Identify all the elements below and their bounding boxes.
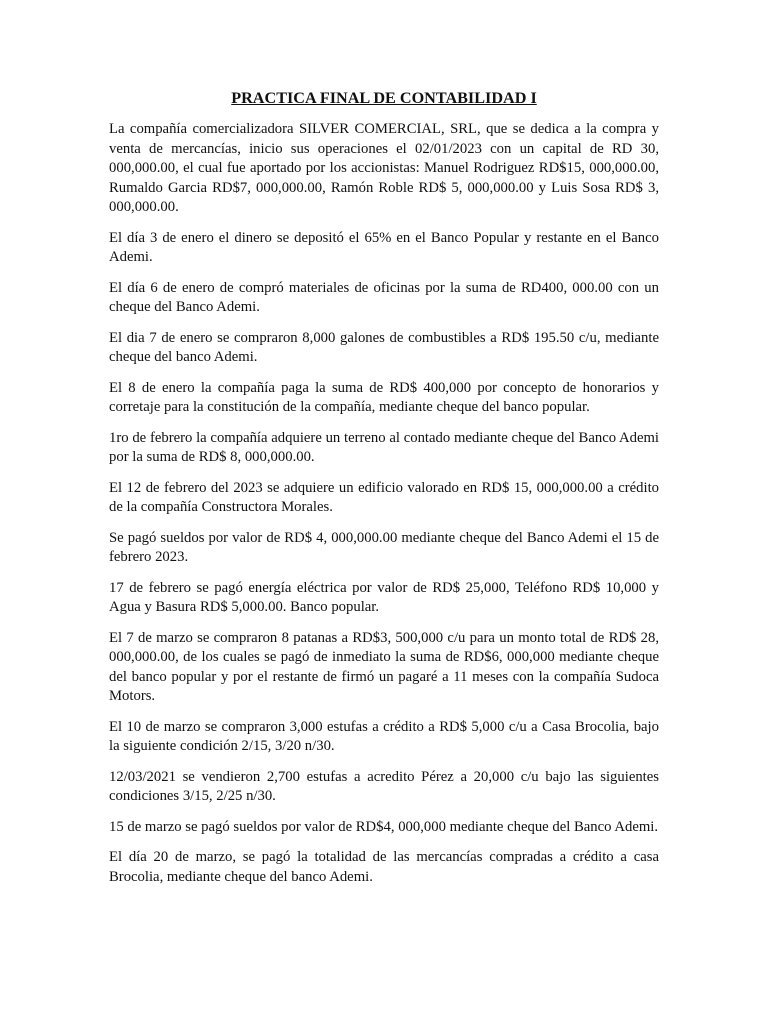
paragraph-mar-20-payment: El día 20 de marzo, se pagó la totalidad de las mercancías compradas a crédito a casa Brocolia, mediante cheque del banco Ademi.: [109, 849, 659, 885]
paragraph-mar-7-trucks: El 7 de marzo se compraron 8 patanas a RD$3, 500,000 c/u para un monto total de RD$ 28, 000,000.00, de los cuales se pagó de inmediato la suma de RD$6, 000,000 mediante cheque del banco popular y por el restante de firmó un pagaré a 11 meses con la compañía Sudoca Motors.: [109, 629, 659, 704]
document-title: PRACTICA FINAL DE CONTABILIDAD I: [231, 89, 537, 107]
paragraph-jan-3-deposit: El día 3 de enero el dinero se depositó el 65% en el Banco Popular y restante en el Banco Ademi.: [109, 229, 659, 265]
paragraph-feb-17-utilities: 17 de febrero se pagó energía eléctrica por valor de RD$ 25,000, Teléfono RD$ 10,000 y Agua y Basura RD$ 5,000.00. Banco popular.: [109, 579, 659, 615]
paragraph-jan-8-fees: El 8 de enero la compañía paga la suma de RD$ 400,000 por concepto de honorarios y corretaje para la constitución de la compañía, mediante cheque del banco popular.: [109, 379, 659, 415]
paragraph-feb-1-land: 1ro de febrero la compañía adquiere un terreno al contado mediante cheque del Banco Ademi por la suma de RD$ 8, 000,000.00.: [109, 429, 659, 465]
paragraph-mar-12-stoves-sale: 12/03/2021 se vendieron 2,700 estufas a acredito Pérez a 20,000 c/u bajo las siguientes condiciones 3/15, 2/25 n/30.: [109, 768, 659, 804]
paragraph-mar-15-salaries: 15 de marzo se pagó sueldos por valor de RD$4, 000,000 mediante cheque del Banco Ademi.: [109, 818, 659, 835]
document-page: [109, 88, 659, 898]
paragraph-feb-15-salaries: Se pagó sueldos por valor de RD$ 4, 000,000.00 mediante cheque del Banco Ademi el 15 de febrero 2023.: [109, 529, 659, 565]
paragraph-feb-12-building: El 12 de febrero del 2023 se adquiere un edificio valorado en RD$ 15, 000,000.00 a crédito de la compañía Constructora Morales.: [109, 479, 659, 515]
paragraph-jan-7-fuel: El dia 7 de enero se compraron 8,000 galones de combustibles a RD$ 195.50 c/u, mediante cheque del banco Ademi.: [109, 329, 659, 365]
paragraph-company-capital: La compañía comercializadora SILVER COMERCIAL, SRL, que se dedica a la compra y venta de mercancías, inicio sus operaciones el 02/01/2023 con un capital de RD 30, 000,000.00, el cual fue aportado por los accionistas: Manuel Rodriguez RD$15, 000,000.00, Rumaldo Garcia RD$7, 000,000.00, Ramón Roble RD$ 5, 000,000.00 y Luis Sosa RD$ 3, 000,000.00.: [109, 121, 659, 215]
paragraph-jan-6-office-supplies: El día 6 de enero de compró materiales de oficinas por la suma de RD400, 000.00 con un cheque del Banco Ademi.: [109, 279, 659, 315]
paragraph-mar-10-stoves-purchase: El 10 de marzo se compraron 3,000 estufas a crédito a RD$ 5,000 c/u a Casa Brocolia, bajo la siguiente condición 2/15, 3/20 n/30.: [109, 718, 659, 754]
